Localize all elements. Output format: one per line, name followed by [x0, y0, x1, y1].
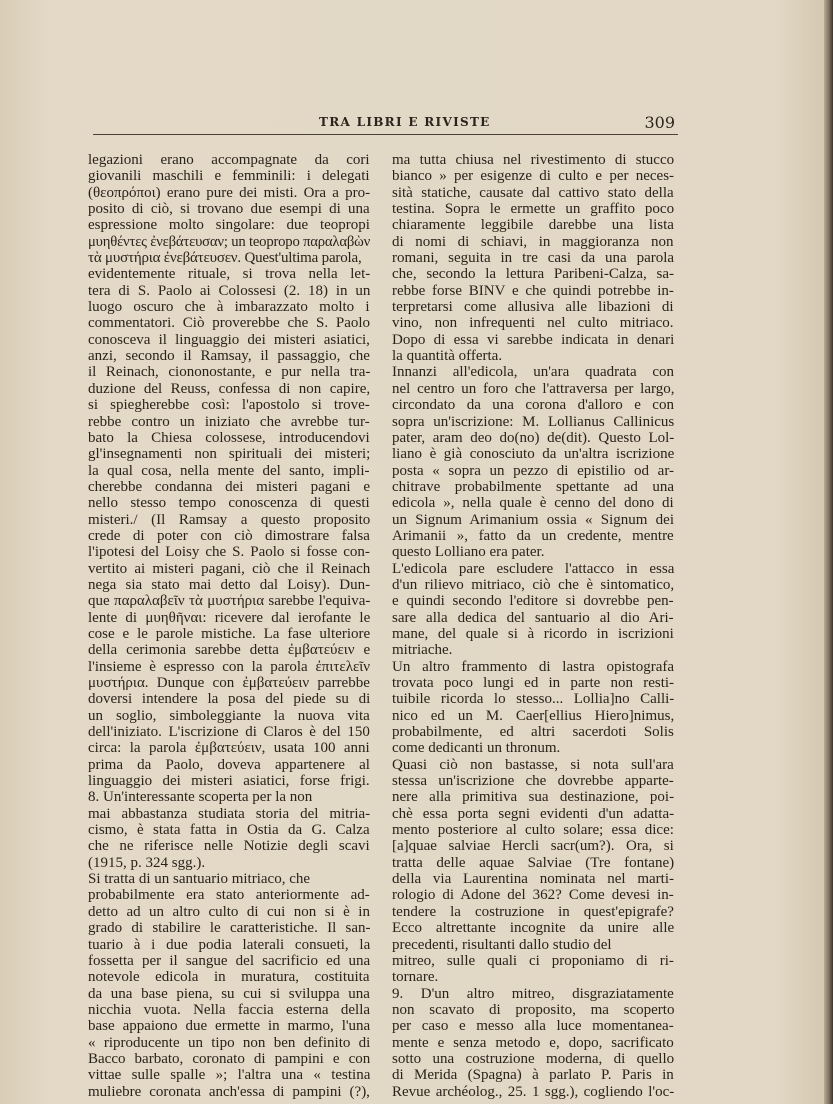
- text-line: della via Laurentina nominata nel marti-: [392, 871, 674, 888]
- text-line: vittae sulle spalle »; l'altra una « testina: [88, 1067, 371, 1084]
- text-line: posta « sopra un pezzo di epistilio od ar-: [392, 462, 675, 479]
- text-line: crede di poter con ciò dimostrare falsa: [88, 527, 370, 544]
- text-line: la quantità offerta.: [392, 348, 503, 365]
- text-line: un soglio, simboleggiante la nuova vita: [88, 707, 370, 724]
- text-line: sopra un'iscrizione: M. Lollianus Callinicus: [392, 413, 675, 430]
- text-line: gl'insegnamenti non spirituali dei misteri;: [88, 446, 371, 463]
- text-line: commentatori. Ciò proverebbe che S. Paolo: [88, 315, 371, 332]
- text-line: Revue archéolog., 25. 1 sgg.), cogliendo l'oc-: [392, 1083, 675, 1100]
- text-line: legazioni erano accompagnate da cori: [88, 152, 370, 168]
- text-line: anzi, secondo il Ramsay, il passaggio, che: [88, 348, 370, 365]
- text-line: nere alla primitiva sua destinazione, poi-: [392, 789, 675, 806]
- text-line: un Signum Arimanium ossia « Signum dei: [392, 511, 675, 528]
- text-line: prima da Paolo, doveva appartenere al: [88, 756, 370, 773]
- text-line: Arimanii », fatto da un credente, mentre: [392, 527, 674, 544]
- text-line: ma tutta chiusa nel rivestimento di stucco: [392, 152, 675, 168]
- text-line: espressione molto singolare: due teopropi: [88, 217, 370, 234]
- running-title: TRA LIBRI E RIVISTE: [319, 115, 491, 129]
- text-line: dell'iniziato. L'iscrizione di Claros è del 150: [88, 724, 370, 741]
- text-line: L'edicola pare escludere l'attacco in essa: [392, 560, 675, 577]
- text-line: sare alla dedica del santuario al dio Ari-: [392, 609, 674, 626]
- text-line: d'un rilievo mitriaco, ciò che è sintomatico,: [392, 576, 675, 593]
- text-line: 8. Un'interessante scoperta per la non: [88, 789, 313, 806]
- text-line: tornare.: [392, 969, 439, 986]
- text-line: questo Lolliano era pater.: [392, 544, 545, 561]
- text-line: Innanzi all'edicola, un'ara quadrata con: [392, 364, 675, 381]
- text-line: μυστήρια. Dunque con ἐμβατεύειν parrebbe: [88, 675, 370, 691]
- text-line: mento posteriore al culto solare; essa dice:: [392, 822, 674, 839]
- text-line: (θεοπρόποι) erano pure dei misti. Ora a pro-: [88, 184, 371, 201]
- text-line: circa: la parola ἐμβατεύειν, usata 100 anni: [88, 740, 370, 757]
- text-line: giovanili maschili e femminili: i delegati: [88, 168, 370, 185]
- text-line: misteri./ (Il Ramsay a questo proposito: [88, 511, 371, 528]
- text-line: Quasi ciò non bastasse, si nota sull'ara: [392, 756, 674, 773]
- text-line: tratta delle aquae Salviae (Tre fontane): [392, 854, 675, 871]
- text-line: vino, non infrequenti nel culto mitriaco.: [392, 315, 674, 332]
- header-rule: [93, 134, 678, 135]
- text-line: mitriache.: [392, 642, 453, 659]
- text-line: precedenti, risultanti dallo studio del: [392, 936, 612, 953]
- text-line: mente e senza metodo e, dopo, sacrificato: [392, 1034, 674, 1051]
- text-line: linguaggio dei misteri asiatici, forse frigi.: [88, 773, 370, 790]
- text-line: di Merida (Spagna) à parlato P. Paris in: [392, 1067, 674, 1084]
- text-line: testina. Sopra le ermette un graffito poco: [392, 201, 675, 218]
- text-line: nello stesso tempo conoscenza di questi: [88, 495, 370, 512]
- text-line: che, secondo la lettura Paribeni-Calza, sa-: [392, 266, 674, 283]
- text-line: liano è già conosciuto da un'altra iscrizione: [392, 446, 675, 463]
- text-line: vertito ai misteri pagani, ciò che il Reinach: [88, 560, 371, 577]
- text-line: l'ipotesi del Loisy che S. Paolo si fosse con-: [88, 544, 370, 561]
- text-line: tuario à i due podia laterali consueti, la: [88, 936, 371, 953]
- text-line: base appaiono due ermette in marmo, l'una: [88, 1018, 371, 1035]
- text-line: edicola », nella quale è cenno del dono di: [392, 495, 674, 512]
- text-line: mitreo, sulle quali ci proponiamo di ri-: [392, 952, 674, 969]
- text-line: stessa un'iscrizione che dovrebbe apparte-: [392, 773, 674, 790]
- text-line: rologio di Adone del 362? Come devesi in-: [392, 887, 674, 904]
- text-line: (1915, p. 324 sgg.).: [88, 854, 206, 871]
- text-line: « riproducente un tipo non ben definito di: [88, 1034, 371, 1051]
- text-line: luogo oscuro che à imbarazzato molto i: [88, 299, 370, 316]
- text-line: tuibile ricorda lo stesso... Lollia]no Calli-: [392, 691, 675, 708]
- text-line: sità statiche, causate dal cattivo stato della: [392, 184, 674, 201]
- text-line: bianco » per esigenze di culto e per neces-: [392, 168, 675, 185]
- text-line: come dedicanti un thronum.: [392, 740, 561, 757]
- text-line: di nomi di schiavi, in maggioranza non: [392, 233, 674, 250]
- text-line: tera di S. Paolo ai Colossesi (2. 18) in un: [88, 282, 371, 299]
- text-line: da una base piena, su cui si sviluppa una: [88, 985, 370, 1002]
- text-line: rebbe forse BINV e che quindi potrebbe in-: [392, 282, 674, 299]
- text-line: Bacco barbato, coronato di pampini e con: [88, 1050, 371, 1067]
- text-line: cismo, è stata fatta in Ostia da G. Calza: [88, 822, 370, 839]
- text-line: il Reinach, ciononostante, e pur nella tra-: [88, 364, 371, 381]
- text-line: probabilmente, ed altri sacerdoti Solis: [392, 724, 674, 741]
- text-line: cose e le parole mistiche. La fase ulteriore: [88, 625, 371, 642]
- left-text-column: [88, 152, 370, 1100]
- text-line: chitrave probabilmente spettante ad una: [392, 478, 675, 495]
- text-line: mane, del quale si à ricordo in iscrizioni: [392, 625, 674, 642]
- text-line: che ne riferisce nelle Notizie degli scavi: [88, 838, 370, 855]
- text-line: lente di μυηθῆναι: ricevere dal ierofante le: [88, 609, 371, 626]
- text-line: cherebbe condanna dei misteri pagani e: [88, 478, 370, 495]
- text-line: trovata poco lungi ed in parte non resti-: [392, 675, 675, 691]
- text-line: l'insieme è espresso con la parola ἐπιτελεῖν: [88, 658, 371, 675]
- text-line: Si tratta di un santuario mitriaco, che: [88, 871, 311, 888]
- right-text-column: [392, 152, 674, 1100]
- text-line: detto ad un altro culto di cui non si è in: [88, 903, 370, 920]
- text-line: terpretarsi come allusiva alle libazioni di: [392, 299, 674, 316]
- text-line: nel centro un foro che l'attraversa per largo,: [392, 380, 675, 397]
- text-line: la qual cosa, nella mente del santo, impli-: [88, 462, 370, 479]
- text-line: circondato da una corona d'alloro e con: [392, 397, 674, 414]
- text-line: pater, aram deo do(no) de(dit). Questo Lol-: [392, 429, 675, 446]
- text-line: Dopo di essa vi sarebbe indicata in denari: [392, 331, 675, 348]
- text-line: Un altro frammento di lastra opistografa: [392, 658, 675, 675]
- text-line: non scavato di proposito, ma scoperto: [392, 1001, 675, 1018]
- text-line: notevole edicola in muratura, costituita: [88, 969, 370, 986]
- text-line: e quindi secondo l'editore si dovrebbe pen-: [392, 593, 674, 610]
- text-line: duzione del Reuss, confessa di non capire,: [88, 380, 371, 397]
- page-number: 309: [644, 113, 675, 132]
- text-line: evidentemente rituale, si trova nella let-: [88, 266, 371, 283]
- text-line: [a]quae salviae Hercli sacr(um?). Ora, si: [392, 838, 674, 855]
- text-line: bato la Chiesa colossese, introducendovi: [88, 429, 370, 446]
- text-line: della cerimonia sarebbe detta ἐμβατεύειν e: [88, 642, 371, 659]
- text-line: grado di stabilire le caratteristiche. Il san-: [88, 920, 371, 937]
- text-line: doversi intendere la posa del piede su di: [88, 691, 371, 708]
- text-line: rebbe contro un iniziato che avrebbe tur-: [88, 413, 370, 430]
- text-line: nico ed un M. Caer[ellius Hiero]nimus,: [392, 707, 675, 724]
- text-line: posito di ciò, si trovano due esempi di una: [88, 201, 370, 218]
- text-line: μυηθέντες ἐνεβάτευσαν; un teopropo παραλαβὼν: [88, 233, 371, 250]
- text-line: chè essa porta segni evidenti d'un adatta-: [392, 805, 675, 822]
- text-line: tendere la costruzione in quest'epigrafe?: [392, 903, 674, 920]
- text-line: per caso e messo alla luce momentanea-: [392, 1018, 674, 1035]
- text-line: τὰ μυστήρια ἐνεβάτευσεν. Quest'ultima parola,: [88, 250, 362, 267]
- text-line: conosceva il linguaggio dei misteri asiatici,: [88, 331, 370, 348]
- text-line: romani, seguita in tre casi da una parola: [392, 250, 675, 267]
- text-line: nega sia stato mai detto dal Loisy). Dun-: [88, 576, 371, 593]
- text-line: si spiegherebbe così: l'apostolo si trove-: [88, 397, 370, 414]
- running-header: [93, 113, 675, 133]
- text-line: probabilmente era stato anteriormente ad-: [88, 887, 370, 904]
- text-line: 9. D'un altro mitreo, disgraziatamente: [392, 985, 674, 1002]
- text-line: sotto una costruzione moderna, di quello: [392, 1050, 675, 1067]
- text-line: Ecco altrettante incognite da unire alle: [392, 920, 675, 937]
- text-line: muliebre coronata anch'essa di pampini (?),: [88, 1083, 370, 1100]
- text-line: nicchia vuota. Nella faccia esterna della: [88, 1001, 371, 1018]
- text-line: mai abbastanza studiata storia del mitria-: [88, 805, 371, 822]
- book-spine-edge: [824, 0, 833, 1104]
- text-line: chiaramente leggibile darebbe una lista: [392, 217, 674, 234]
- text-line: fossetta per il sangue del sacrificio ed una: [88, 952, 371, 969]
- text-line: que παραλαβεῖν τὰ μυστήρια sarebbe l'equiva-: [88, 593, 371, 610]
